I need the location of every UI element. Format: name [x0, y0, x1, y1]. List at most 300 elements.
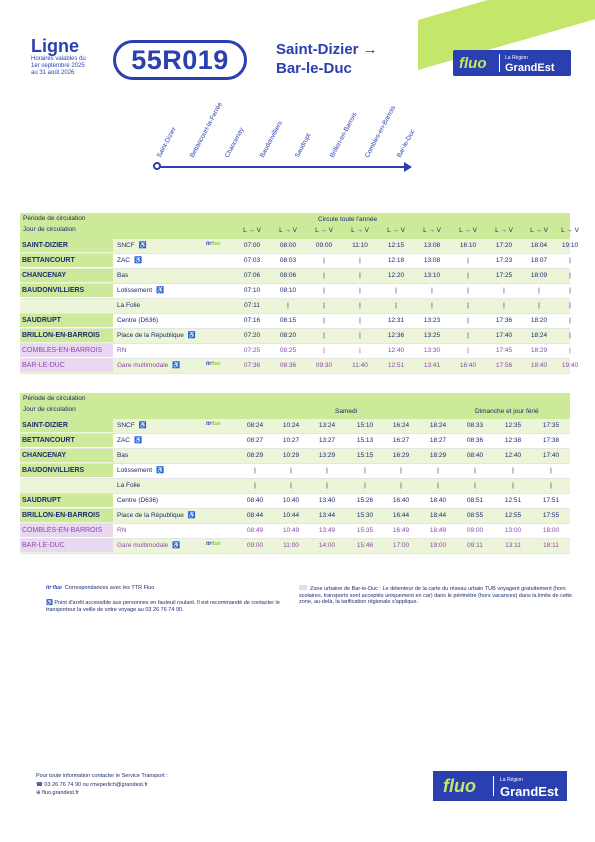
departure-time: 07:20 [243, 332, 261, 339]
wheelchair-icon: ♿ [187, 332, 196, 339]
departure-time: 07:11 [244, 302, 260, 309]
stop-location [117, 284, 164, 297]
departure-time: 08:29 [246, 452, 264, 459]
departure-time: 08:44 [246, 512, 264, 519]
ttr-connection-icon: ttrfluo [206, 241, 221, 247]
wheelchair-icon: ♿ [156, 467, 165, 474]
fluo-logo-text: fluo [459, 54, 487, 72]
departure-time: 16:40 [459, 362, 477, 369]
table-row [20, 419, 570, 434]
logo-grandest: GrandEst [500, 784, 559, 799]
departure-time: 13:27 [318, 437, 336, 444]
departure-time: 18:11 [543, 542, 559, 549]
validity-text: Horaires valables du 1er septembre 2025 au 31 août 2026 [31, 56, 86, 76]
route-origin: Saint-Dizier → [276, 41, 378, 58]
departure-time: | [323, 317, 325, 324]
accessibility-note: ♿ Point d'arrêt accessible aux personnes en fauteuil roulant. Il est recommandé de contacter le transporteur la veille de votre voyage au 03 26 76 74 90. [46, 600, 280, 613]
departure-time: 13:30 [423, 347, 441, 354]
departure-time: 08:00 [279, 242, 297, 249]
wheelchair-icon: ♿ [138, 242, 147, 249]
departure-time: | [359, 332, 361, 339]
departure-time: 17:36 [495, 317, 513, 324]
departure-time: 17:35 [542, 422, 560, 429]
departure-time: | [323, 347, 325, 354]
departure-time: | [359, 272, 361, 279]
stop-name [20, 479, 113, 492]
departure-time: 15:35 [356, 527, 374, 534]
departure-time: | [503, 302, 505, 309]
route-stop-label: Bar-le-Duc [395, 128, 417, 159]
departure-time: 12:38 [504, 437, 522, 444]
departure-time: | [323, 272, 325, 279]
stop-location-text: Place de la République [117, 332, 184, 339]
table-row [20, 509, 570, 524]
fluo-logo-text: fluo [443, 775, 476, 796]
table-row [20, 329, 570, 344]
departure-time: 08:40 [466, 452, 484, 459]
stop-name: CHANCENAY [20, 449, 113, 462]
departure-time: | [474, 482, 476, 489]
departure-time: 17:51 [542, 497, 560, 504]
departure-time: | [359, 257, 361, 264]
table-row [20, 314, 570, 329]
departure-time: 13:10 [423, 272, 441, 279]
departure-time: 16:24 [392, 422, 410, 429]
stop-location-text: Lotissement [117, 467, 153, 474]
route-stop-label: Combles-en-Barrois [363, 104, 398, 159]
table-row [20, 464, 570, 479]
departure-time: 17:45 [495, 347, 513, 354]
table-row [20, 269, 570, 284]
wheelchair-icon: ♿ [156, 287, 165, 294]
stop-location [117, 449, 128, 462]
period-label: Période de circulation [23, 215, 86, 222]
route-terminus: Bar-le-Duc [276, 60, 352, 77]
departure-time: | [569, 317, 571, 324]
departure-time: 15:13 [356, 437, 374, 444]
departure-time: 17:00 [392, 542, 410, 549]
departure-time: 17:40 [542, 452, 560, 459]
departure-time: 11:10 [352, 242, 368, 249]
departure-time: | [550, 482, 552, 489]
day-column-header: L → V [423, 227, 441, 234]
stop-location-text: Gare multimodale [117, 362, 169, 369]
departure-time: 12:40 [504, 452, 522, 459]
period-saturday: Samedi [335, 408, 358, 415]
departure-time: | [287, 302, 289, 309]
departure-time: | [323, 257, 325, 264]
departure-time: 08:06 [279, 272, 297, 279]
departure-time: 15:10 [356, 422, 374, 429]
wheelchair-icon: ♿ [138, 422, 147, 429]
stop-location-text: SNCF [117, 242, 135, 249]
day-column-header: L → V [351, 227, 369, 234]
departure-time: 08:36 [466, 437, 484, 444]
stop-name: COMBLES-EN-BARROIS [20, 344, 113, 357]
departure-time: 17:38 [542, 437, 560, 444]
stop-name: BAR-LE-DUC [20, 359, 113, 372]
departure-time: | [538, 302, 540, 309]
fluo-grandest-logo [453, 50, 571, 76]
timetable-header [20, 213, 579, 239]
departure-time: | [364, 467, 366, 474]
stop-location [117, 329, 196, 342]
departure-time: | [467, 332, 469, 339]
line-label: Ligne [31, 36, 79, 56]
departure-time: | [326, 467, 328, 474]
stop-location-text: RN [117, 527, 127, 534]
zone-note-text: Zone urbaine de Bar-le-Duc : Le détenteur de la carte du réseau urbain TUB voyagent gratuitement (hors scolaires, transports sont acceptés uniquement en car) dans le périmètre (hors vacances) dans la limite de cette zone, au-delà, la tarification régionale s'applique. [299, 586, 572, 605]
stop-name: SAUDRUPT [20, 494, 113, 507]
departure-time: 13:29 [318, 452, 336, 459]
departure-time: 13:25 [423, 332, 441, 339]
departure-time: | [323, 332, 325, 339]
contact-info [36, 772, 168, 798]
route-line [158, 166, 406, 168]
stop-name: SAINT-DIZIER [20, 239, 113, 252]
departure-time: 12:51 [387, 362, 405, 369]
table-row [20, 479, 570, 494]
route-stop-label: Brillon-en-Barrois [328, 111, 359, 159]
departure-time: | [290, 467, 292, 474]
departure-time: 17:25 [495, 272, 513, 279]
departure-time: 07:16 [243, 317, 261, 324]
departure-time: 07:10 [243, 287, 261, 294]
departure-time: 14:00 [318, 542, 336, 549]
logo-grandest: GrandEst [505, 62, 555, 74]
departure-time: 13:41 [423, 362, 441, 369]
departure-time: 12:18 [387, 257, 405, 264]
departure-time: 08:15 [279, 317, 297, 324]
wheelchair-icon: ♿ [172, 362, 181, 369]
departure-time: | [437, 467, 439, 474]
departure-time: 18:29 [530, 347, 548, 354]
logo-region: La Région [505, 55, 528, 61]
stop-location [117, 464, 164, 477]
departure-time: | [467, 257, 469, 264]
stop-name: SAUDRUPT [20, 314, 113, 327]
departure-time: | [467, 347, 469, 354]
stop-location-text: Place de la République [117, 512, 184, 519]
stop-location-text: Centre (D636) [117, 317, 159, 324]
departure-time: | [359, 347, 361, 354]
departure-time: | [395, 302, 397, 309]
wheelchair-icon: ♿ [134, 437, 143, 444]
departure-time: 13:08 [423, 257, 441, 264]
stop-location [117, 479, 140, 492]
departure-time: 13:23 [423, 317, 441, 324]
stop-location-text: Centre (D636) [117, 497, 159, 504]
contact-website[interactable]: ⊕ fluo.grandest.fr [36, 790, 79, 796]
departure-time: 17:23 [495, 257, 513, 264]
stop-name: BAUDONVILLIERS [20, 464, 113, 477]
stop-location [117, 494, 158, 507]
departure-time: | [569, 302, 571, 309]
line-number-badge [113, 40, 247, 80]
table-row [20, 539, 570, 554]
stop-name: BRILLON-EN-BARROIS [20, 509, 113, 522]
ttr-connection-icon: ttrfluo [206, 421, 221, 427]
day-column-header: L → V [561, 227, 579, 234]
departure-time: | [431, 302, 433, 309]
stop-location-text: Gare multimodale [117, 542, 169, 549]
departure-time: 07:25 [243, 347, 261, 354]
route-stop-label: Bettancourt-la-Ferrée [188, 101, 225, 159]
stop-location [117, 539, 180, 552]
departure-time: | [323, 287, 325, 294]
departure-time: 16:27 [392, 437, 410, 444]
departure-time: | [437, 482, 439, 489]
departure-time: 10:24 [282, 422, 300, 429]
table-row [20, 524, 570, 539]
stop-location [117, 359, 180, 372]
stop-name: BAUDONVILLIERS [20, 284, 113, 297]
departure-time: 08:10 [279, 287, 297, 294]
day-column-header: L → V [243, 227, 261, 234]
departure-time: 17:56 [495, 362, 513, 369]
departure-time: 13:00 [504, 527, 522, 534]
stop-location-text: La Folie [117, 302, 141, 309]
departure-time: | [395, 287, 397, 294]
period-value: Circule toute l'année [318, 216, 378, 223]
departure-time: 08:40 [246, 497, 264, 504]
stop-name: BAR-LE-DUC [20, 539, 113, 552]
departure-time: 17:40 [495, 332, 513, 339]
zone-note [299, 585, 574, 606]
table-row [20, 344, 570, 359]
stop-name: BETTANCOURT [20, 434, 113, 447]
departure-time: 18:09 [530, 272, 548, 279]
departure-time: 12:51 [504, 497, 522, 504]
route-stop-label: Baudonvilliers [258, 119, 284, 159]
departure-time: | [538, 287, 540, 294]
departure-time: 13:11 [505, 542, 521, 549]
departure-time: 18:49 [429, 527, 447, 534]
departure-time: 09:11 [467, 542, 483, 549]
route-stop-label: Chancenay [223, 126, 246, 159]
departure-time: 09:00 [466, 527, 484, 534]
departure-time: 19:00 [429, 542, 447, 549]
departure-time: 09:00 [246, 542, 264, 549]
departure-time: 15:46 [356, 542, 374, 549]
departure-time: 16:40 [392, 497, 410, 504]
ttr-connection-icon: ttrfluo [206, 361, 221, 367]
contact-phone-email[interactable]: ☎ 03 26 76 74 90 ou rmeperlich@grandest.fr [36, 781, 148, 788]
departure-time: 09:00 [315, 242, 333, 249]
departure-time: 15:26 [356, 497, 374, 504]
departure-time: 07:00 [243, 242, 261, 249]
contact-title: Pour toute information contacter le Service Transport : [36, 773, 168, 779]
stop-location [117, 269, 128, 282]
departure-time: 18:29 [429, 452, 447, 459]
table-row [20, 239, 579, 254]
departure-time: 18:00 [542, 527, 560, 534]
departure-time: 07:06 [243, 272, 261, 279]
departure-time: 08:49 [246, 527, 264, 534]
departure-time: 10:49 [282, 527, 300, 534]
departure-time: | [290, 482, 292, 489]
ttr-connection-icon: ttrfluo [206, 541, 221, 547]
departure-time: 09:30 [315, 362, 333, 369]
departure-time: 18:07 [530, 257, 548, 264]
departure-time: 16:10 [459, 242, 477, 249]
stop-location-text: Lotissement [117, 287, 153, 294]
departure-time: | [550, 467, 552, 474]
departure-time: | [359, 317, 361, 324]
departure-time: 16:29 [392, 452, 410, 459]
ttr-note-text: Correspondances avec les TTR Fluo [64, 585, 155, 591]
ttr-note [46, 585, 154, 591]
stop-location-text: ZAC [117, 257, 130, 264]
stop-location-text: La Folie [117, 482, 141, 489]
departure-time: | [467, 272, 469, 279]
timetable-weekend [20, 393, 570, 554]
departure-time: 11:40 [352, 362, 368, 369]
route-destination [276, 40, 378, 78]
stop-location [117, 524, 126, 537]
departure-time: 08:51 [466, 497, 484, 504]
table-row [20, 299, 570, 314]
departure-time: 11:00 [283, 542, 299, 549]
stop-name: COMBLES-EN-BARROIS [20, 524, 113, 537]
stop-location-text: ZAC [117, 437, 130, 444]
stop-name: BETTANCOURT [20, 254, 113, 267]
departure-time: 08:55 [466, 512, 484, 519]
departure-time: 12:55 [504, 512, 522, 519]
departure-time: 18:24 [429, 422, 447, 429]
ttr-icon: ttr fluo [46, 585, 62, 591]
departure-time: 16:49 [392, 527, 410, 534]
departure-time: | [400, 482, 402, 489]
departure-time: | [467, 317, 469, 324]
departure-time: 15:15 [356, 452, 374, 459]
table-row [20, 254, 570, 269]
stop-location [117, 434, 142, 447]
zone-swatch-icon [299, 585, 307, 590]
stop-location [117, 299, 140, 312]
departure-time: | [467, 287, 469, 294]
day-column-header: L → V [495, 227, 513, 234]
timetable-weekday [20, 213, 579, 374]
stop-location-text: Bas [117, 272, 129, 279]
route-start-icon [153, 162, 161, 170]
departure-time: 12:31 [387, 317, 405, 324]
departure-time: 13:44 [318, 512, 336, 519]
departure-time: 17:20 [495, 242, 513, 249]
departure-time: 13:08 [423, 242, 441, 249]
departure-time: 07:03 [243, 257, 261, 264]
wheelchair-icon: ♿ [187, 512, 196, 519]
stop-name: BRILLON-EN-BARROIS [20, 329, 113, 342]
fluo-grandest-footer-logo [433, 771, 567, 801]
stop-location-text: Bas [117, 452, 129, 459]
logo-region: La Région [500, 777, 523, 783]
departure-time: | [254, 482, 256, 489]
departure-time: | [359, 302, 361, 309]
stop-location-text: SNCF [117, 422, 135, 429]
days-label: Jour de circulation [23, 406, 76, 413]
departure-time: 12:36 [387, 332, 405, 339]
period-sunday: Dimanche et jour férié [475, 408, 539, 415]
day-column-header: L → V [279, 227, 297, 234]
table-row [20, 434, 570, 449]
departure-time: 19:10 [561, 242, 579, 249]
departure-time: 12:40 [387, 347, 405, 354]
stop-name [20, 299, 113, 312]
stop-location [117, 419, 147, 432]
departure-time: 13:24 [318, 422, 336, 429]
departure-time: 10:44 [282, 512, 300, 519]
stop-location [117, 509, 196, 522]
departure-time: 18:20 [530, 317, 548, 324]
departure-time: | [254, 467, 256, 474]
departure-time: 08:03 [279, 257, 297, 264]
departure-time: 08:36 [279, 362, 297, 369]
route-stop-label: Saudrupt [293, 132, 313, 159]
departure-time: 10:27 [282, 437, 300, 444]
departure-time: 08:24 [246, 422, 264, 429]
stop-location [117, 314, 158, 327]
day-column-header: L → V [387, 227, 405, 234]
stop-location-text: RN [117, 347, 127, 354]
departure-time: 17:55 [542, 512, 560, 519]
departure-time: | [569, 257, 571, 264]
departure-time: 08:20 [279, 332, 297, 339]
departure-time: 08:33 [466, 422, 484, 429]
departure-time: 10:29 [282, 452, 300, 459]
departure-time: 18:44 [429, 512, 447, 519]
departure-time: 18:40 [429, 497, 447, 504]
table-row [20, 284, 570, 299]
departure-time: 19:40 [561, 362, 579, 369]
day-column-header: L → V [459, 227, 477, 234]
stop-location [117, 344, 126, 357]
departure-time: 08:27 [246, 437, 264, 444]
departure-time: | [512, 482, 514, 489]
route-stop-label: Saint-Dizier [155, 126, 178, 159]
departure-time: | [467, 302, 469, 309]
stop-name: SAINT-DIZIER [20, 419, 113, 432]
departure-time: 16:44 [392, 512, 410, 519]
departure-time: | [569, 287, 571, 294]
departure-time: 15:30 [356, 512, 374, 519]
departure-time: 12:20 [387, 272, 405, 279]
departure-time: | [400, 467, 402, 474]
departure-time: | [364, 482, 366, 489]
departure-time: | [569, 332, 571, 339]
stop-location [117, 239, 147, 252]
departure-time: 07:36 [243, 362, 261, 369]
departure-time: 08:25 [279, 347, 297, 354]
departure-time: | [326, 482, 328, 489]
period-label: Période de circulation [23, 395, 86, 402]
route-arrow-icon [404, 162, 412, 172]
departure-time: | [323, 302, 325, 309]
departure-time: | [569, 272, 571, 279]
departure-time: | [512, 467, 514, 474]
departure-time: 12:15 [387, 242, 405, 249]
departure-time: 18:04 [530, 242, 548, 249]
day-column-header: L → V [315, 227, 333, 234]
stop-location [117, 254, 142, 267]
timetable-header [20, 393, 570, 419]
day-column-header: L → V [530, 227, 548, 234]
days-label: Jour de circulation [23, 226, 76, 233]
departure-time: | [503, 287, 505, 294]
stop-name: CHANCENAY [20, 269, 113, 282]
departure-time: 12:35 [504, 422, 522, 429]
departure-time: | [431, 287, 433, 294]
